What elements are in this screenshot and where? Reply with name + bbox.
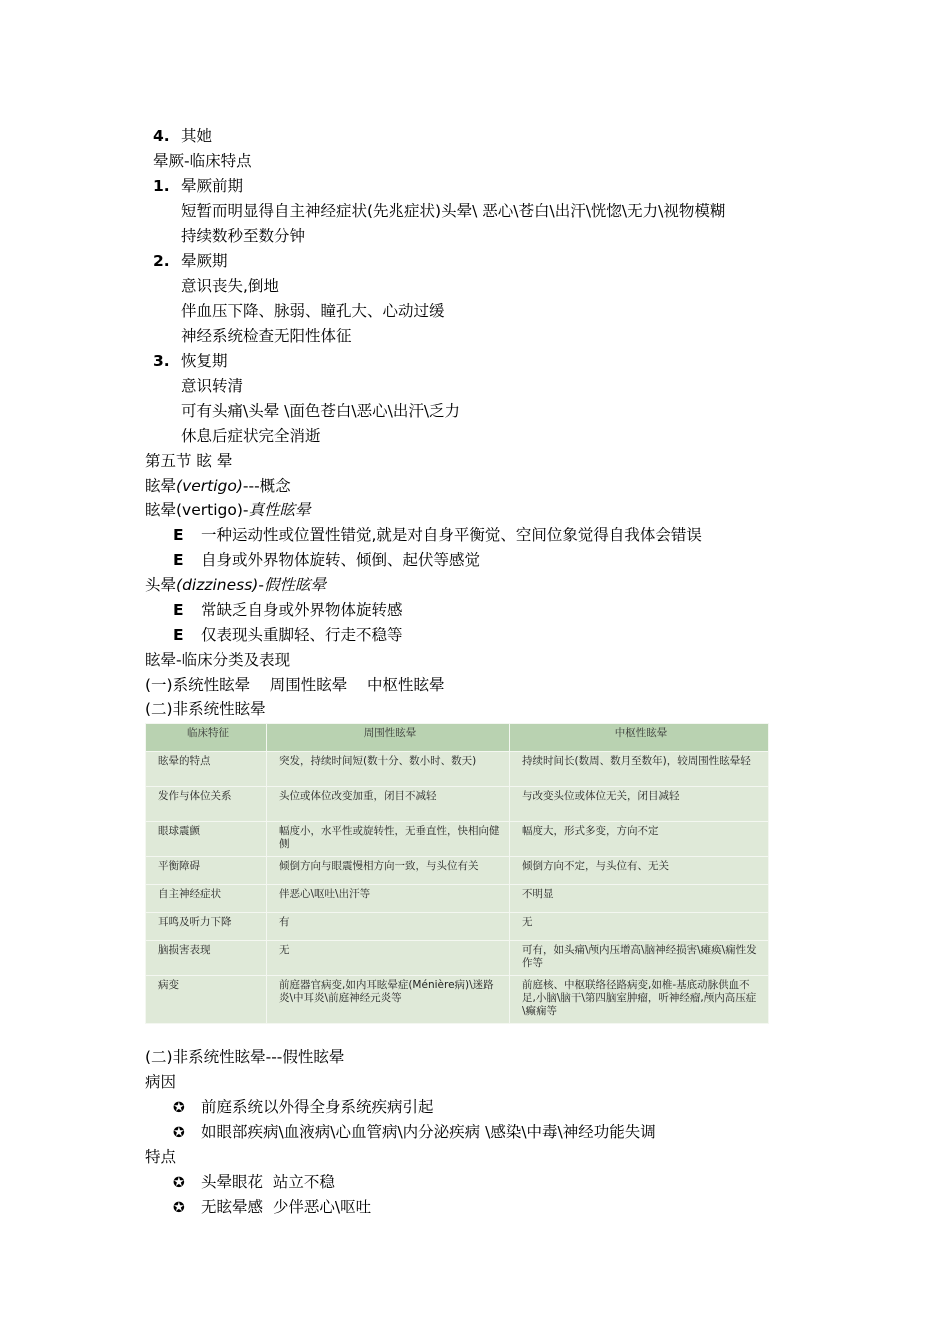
table-cell: 眩晕的特点 xyxy=(146,752,267,787)
table-cell: 无 xyxy=(267,941,510,976)
heading-classification: 眩晕-临床分类及表现 xyxy=(145,651,291,669)
table-cell: 自主神经症状 xyxy=(146,885,267,913)
table-header-cell: 周围性眩晕 xyxy=(267,724,510,752)
bullet-text: 仅表现头重脚轻、行走不稳等 xyxy=(201,626,403,644)
star-bullet-icon: ✪ xyxy=(173,1175,185,1191)
table-cell: 幅度小，水平性或旋转性，无垂直性，快相向健侧 xyxy=(267,822,510,857)
heading-true-vertigo xyxy=(145,500,311,520)
table-row xyxy=(146,941,769,976)
bullet-text: 自身或外界物体旋转、倾倒、起伏等感觉 xyxy=(201,551,481,569)
bullet-item xyxy=(173,625,403,645)
table-row xyxy=(146,822,769,857)
table-cell: 不明显 xyxy=(510,885,769,913)
table-cell: 与改变头位或体位无关，闭目减轻 xyxy=(510,787,769,822)
bullet-glyph: E xyxy=(173,601,184,619)
heading-part-italic: 假性眩晕 xyxy=(263,576,326,594)
text-line: 休息后症状完全消逝 xyxy=(181,427,321,445)
star-bullet-icon: ✪ xyxy=(173,1125,185,1141)
table-cell: 幅度大，形式多变，方向不定 xyxy=(510,822,769,857)
heading-etiology: 病因 xyxy=(145,1073,177,1091)
text-line: 可有头痛\头晕 \面色苍白\恶心\出汗\乏力 xyxy=(181,402,461,420)
bullet-text: 无眩晕感 少伴恶心\呕吐 xyxy=(201,1198,372,1216)
table-cell: 眼球震颤 xyxy=(146,822,267,857)
list-text: 晕厥前期 xyxy=(181,177,244,195)
list-number: 1. xyxy=(153,177,170,195)
list-item-3 xyxy=(153,351,228,371)
table-cell: 持续时间长(数周、数月至数年)，较周围性眩晕轻 xyxy=(510,752,769,787)
heading-part: - xyxy=(258,576,264,594)
heading-part: 眩晕(vertigo)- xyxy=(145,501,249,519)
table-cell: 可有，如头痛\颅内压增高\脑神经损害\瘫痪\痫性发作等 xyxy=(510,941,769,976)
table-cell: 伴恶心\呕吐\出汗等 xyxy=(267,885,510,913)
table-cell: 前庭器官病变,如内耳眩晕症(Ménière病)\迷路炎\中耳炎\前庭神经元炎等 xyxy=(267,976,510,1024)
bullet-glyph: E xyxy=(173,526,184,544)
table-row xyxy=(146,857,769,885)
table-row xyxy=(146,913,769,941)
table-cell: 突发，持续时间短(数十分、数小时、数天) xyxy=(267,752,510,787)
table-row xyxy=(146,752,769,787)
text-line: 意识转清 xyxy=(181,377,244,395)
heading-nonsystemic-pseudo: (二)非系统性眩晕---假性眩晕 xyxy=(145,1048,345,1066)
heading-vertigo-concept xyxy=(145,476,291,496)
table-header-row xyxy=(146,724,769,752)
list-number: 4. xyxy=(153,127,170,145)
heading-part-italic: (dizziness) xyxy=(176,576,259,594)
table-row xyxy=(146,787,769,822)
bullet-item xyxy=(173,1197,371,1218)
table-row xyxy=(146,885,769,913)
bullet-item xyxy=(173,600,403,620)
bullet-glyph: E xyxy=(173,626,184,644)
bullet-item xyxy=(173,1097,434,1118)
table-cell: 头位或体位改变加重，闭目不减轻 xyxy=(267,787,510,822)
bullet-text: 前庭系统以外得全身系统疾病引起 xyxy=(201,1098,434,1116)
star-bullet-icon: ✪ xyxy=(173,1200,185,1216)
bullet-item xyxy=(173,550,480,570)
list-text: 晕厥期 xyxy=(181,252,228,270)
list-item-2 xyxy=(153,251,228,271)
section-heading: 第五节 眩 晕 xyxy=(145,452,233,470)
list-text: 恢复期 xyxy=(181,352,228,370)
text-line: 持续数秒至数分钟 xyxy=(181,227,306,245)
table-cell: 倾倒方向不定，与头位有、无关 xyxy=(510,857,769,885)
text-line: 神经系统检查无阳性体征 xyxy=(181,327,352,345)
table-cell: 病变 xyxy=(146,976,267,1024)
list-item-4 xyxy=(153,126,212,146)
list-text: 其她 xyxy=(181,127,213,145)
table-header-cell: 中枢性眩晕 xyxy=(510,724,769,752)
table-cell: 脑损害表现 xyxy=(146,941,267,976)
table-cell: 倾倒方向与眼震慢相方向一致，与头位有关 xyxy=(267,857,510,885)
text-line: 伴血压下降、脉弱、瞳孔大、心动过缓 xyxy=(181,302,445,320)
table-cell: 平衡障碍 xyxy=(146,857,267,885)
heading-nonsystemic-vertigo: (二)非系统性眩晕 xyxy=(145,700,266,718)
table-header-cell: 临床特征 xyxy=(146,724,267,752)
table-cell: 前庭核、中枢联络径路病变,如椎-基底动脉供血不足,小脑\脑干\第四脑室肿瘤，听神经瘤,颅内高压症\癫痫等 xyxy=(510,976,769,1024)
heading-part: 眩晕 xyxy=(145,477,177,495)
heading-part: 头晕 xyxy=(145,576,177,594)
heading-part: ---概念 xyxy=(242,477,291,495)
bullet-text: 常缺乏自身或外界物体旋转感 xyxy=(201,601,403,619)
bullet-item xyxy=(173,1172,335,1193)
table-cell: 发作与体位关系 xyxy=(146,787,267,822)
table-cell: 耳鸣及听力下降 xyxy=(146,913,267,941)
text-line: 意识丧失,倒地 xyxy=(181,277,279,295)
list-item-1 xyxy=(153,176,243,196)
heading-systemic-vertigo: (一)系统性眩晕 周围性眩晕 中枢性眩晕 xyxy=(145,676,445,694)
list-number: 3. xyxy=(153,352,170,370)
bullet-text: 一种运动性或位置性错觉,就是对自身平衡觉、空间位象觉得自我体会错误 xyxy=(201,526,702,544)
list-number: 2. xyxy=(153,252,170,270)
bullet-item xyxy=(173,525,702,545)
table-row xyxy=(146,976,769,1024)
heading-syncope-features: 晕厥-临床特点 xyxy=(153,152,252,170)
vertigo-comparison-table xyxy=(145,723,769,1024)
heading-features: 特点 xyxy=(145,1148,177,1166)
table-cell: 有 xyxy=(267,913,510,941)
table-cell: 无 xyxy=(510,913,769,941)
heading-pseudo-vertigo xyxy=(145,575,326,595)
bullet-glyph: E xyxy=(173,551,184,569)
text-line: 短暂而明显得自主神经症状(先兆症状)头晕\ 恶心\苍白\出汗\恍惚\无力\视物模糊 xyxy=(181,202,726,220)
bullet-text: 如眼部疾病\血液病\心血管病\内分泌疾病 \感染\中毒\神经功能失调 xyxy=(201,1123,656,1141)
star-bullet-icon: ✪ xyxy=(173,1100,185,1116)
bullet-text: 头晕眼花 站立不稳 xyxy=(201,1173,335,1191)
heading-part-italic: 真性眩晕 xyxy=(248,501,311,519)
heading-part-italic: (vertigo) xyxy=(176,477,243,495)
bullet-item xyxy=(173,1122,656,1143)
